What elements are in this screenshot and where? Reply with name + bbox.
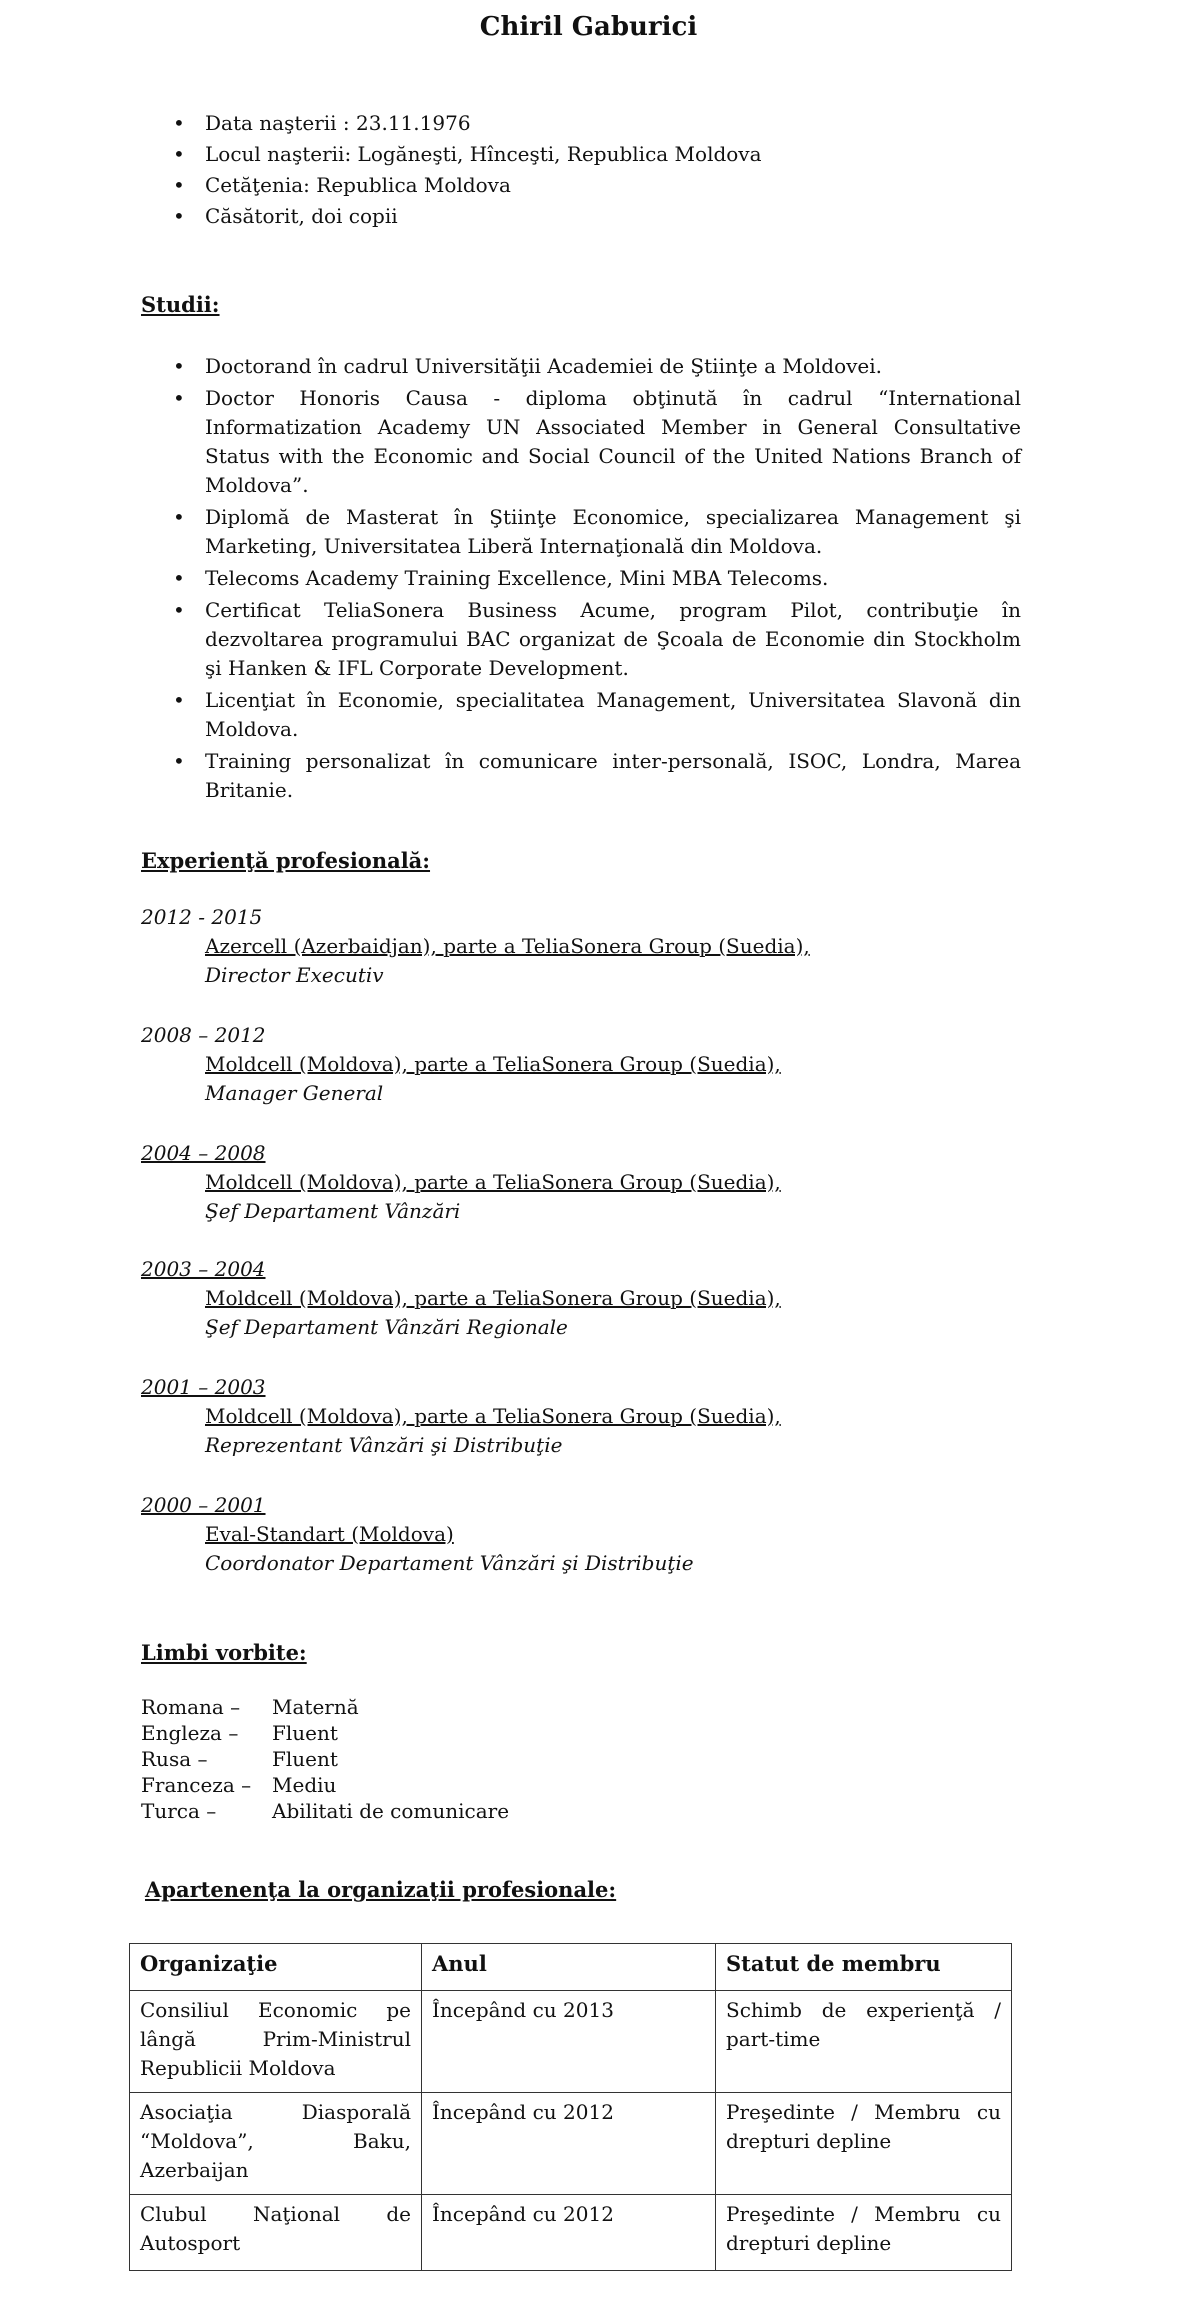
study-item: • Doctor Honoris Causa - diploma obţinută în cadrul “International Informatization Academy UN Associated Member in General Consultative Status with the Economic and Social Council of the United Nations Branch of Moldova”. — [141, 384, 1021, 500]
language-name: Romana – — [141, 1695, 241, 1719]
languages-heading: Limbi vorbite: — [141, 1640, 307, 1665]
experience-years: 2008 – 2012 — [141, 1023, 266, 1047]
table-row — [130, 2093, 1012, 2195]
status-cell: Preşedinte / Membru cu drepturi depline — [716, 2093, 1012, 2195]
experience-entry — [141, 903, 1041, 990]
experience-years: 2012 - 2015 — [141, 905, 263, 929]
experience-company: Azercell (Azerbaidjan), parte a TeliaSonera Group (Suedia), — [205, 934, 810, 958]
study-item: • Doctorand în cadrul Universităţii Academiei de Ştiinţe a Moldovei. — [141, 352, 1021, 381]
study-item: • Telecoms Academy Training Excellence, Mini MBA Telecoms. — [141, 564, 1021, 593]
experience-heading: Experienţă profesională: — [141, 848, 431, 873]
languages-list — [141, 1694, 509, 1824]
personal-info-item: • Cetăţenia: Republica Moldova — [141, 170, 1021, 201]
study-item: • Certificat TeliaSonera Business Acume, program Pilot, contribuţie în dezvoltarea programului BAC organizat de Şcoala de Economie din Stockholm şi Hanken & IFL Corporate Development. — [141, 596, 1021, 683]
cv-title: Chiril Gaburici — [479, 12, 698, 42]
year-cell: Începând cu 2013 — [422, 1991, 716, 2093]
experience-years: 2001 – 2003 — [141, 1375, 266, 1399]
organization-cell: Clubul Naţional de Autosport — [130, 2195, 422, 2271]
table-header-row — [130, 1944, 1012, 1991]
study-item: • Licenţiat în Economie, specialitatea Management, Universitatea Slavonă din Moldova. — [141, 686, 1021, 744]
experience-company: Eval-Standart (Moldova) — [205, 1522, 454, 1546]
table-row — [130, 2195, 1012, 2271]
experience-company: Moldcell (Moldova), parte a TeliaSonera Group (Suedia), — [205, 1170, 781, 1194]
study-item: • Training personalizat în comunicare inter-personală, ISOC, Londra, Marea Britanie. — [141, 747, 1021, 805]
experience-role: Reprezentant Vânzări şi Distribuţie — [205, 1433, 563, 1457]
language-row — [141, 1720, 509, 1746]
language-name: Franceza – — [141, 1773, 252, 1797]
study-item: • Diplomă de Masterat în Ştiinţe Economice, specializarea Management şi Marketing, Universitatea Liberă Internaţională din Moldova. — [141, 503, 1021, 561]
language-row — [141, 1694, 509, 1720]
experience-entry — [141, 1255, 1041, 1342]
language-row — [141, 1772, 509, 1798]
column-header-organization: Organizaţie — [130, 1944, 422, 1991]
experience-role: Director Executiv — [205, 963, 384, 987]
experience-role: Şef Departament Vânzări Regionale — [205, 1315, 568, 1339]
experience-role: Coordonator Departament Vânzări şi Distribuţie — [205, 1551, 694, 1575]
personal-info-item: • Data naşterii : 23.11.1976 — [141, 108, 1021, 139]
year-cell: Începând cu 2012 — [422, 2195, 716, 2271]
language-name: Engleza – — [141, 1721, 239, 1745]
experience-company: Moldcell (Moldova), parte a TeliaSonera Group (Suedia), — [205, 1052, 781, 1076]
year-cell: Începând cu 2012 — [422, 2093, 716, 2195]
column-header-year: Anul — [422, 1944, 716, 1991]
language-name: Turca – — [141, 1799, 217, 1823]
language-level: Maternă — [272, 1695, 359, 1719]
experience-role: Şef Departament Vânzări — [205, 1199, 461, 1223]
organization-cell: Consiliul Economic pe lângă Prim-Ministrul Republicii Moldova — [130, 1991, 422, 2093]
experience-company: Moldcell (Moldova), parte a TeliaSonera Group (Suedia), — [205, 1286, 781, 1310]
studies-list — [141, 352, 1021, 808]
language-level: Fluent — [272, 1721, 338, 1745]
table-row — [130, 1991, 1012, 2093]
personal-info-list — [141, 108, 1021, 232]
studies-heading: Studii: — [141, 292, 220, 317]
organization-cell: Asociaţia Diasporală “Moldova”, Baku, Azerbaijan — [130, 2093, 422, 2195]
personal-info-item: • Locul naşterii: Logăneşti, Hînceşti, Republica Moldova — [141, 139, 1021, 170]
experience-company: Moldcell (Moldova), parte a TeliaSonera Group (Suedia), — [205, 1404, 781, 1428]
experience-entry — [141, 1139, 1041, 1226]
experience-role: Manager General — [205, 1081, 384, 1105]
experience-years: 2003 – 2004 — [141, 1257, 266, 1281]
language-level: Abilitati de comunicare — [272, 1799, 510, 1823]
language-row — [141, 1746, 509, 1772]
language-level: Fluent — [272, 1747, 338, 1771]
experience-entry — [141, 1373, 1041, 1460]
organizations-table — [129, 1943, 1012, 2271]
language-row — [141, 1798, 509, 1824]
language-level: Mediu — [272, 1773, 337, 1797]
experience-entry — [141, 1491, 1041, 1578]
language-name: Rusa – — [141, 1747, 208, 1771]
status-cell: Schimb de experienţă / part-time — [716, 1991, 1012, 2093]
column-header-status: Statut de membru — [716, 1944, 1012, 1991]
status-cell: Preşedinte / Membru cu drepturi depline — [716, 2195, 1012, 2271]
experience-entry — [141, 1021, 1041, 1108]
experience-years: 2004 – 2008 — [141, 1141, 266, 1165]
organizations-heading: Apartenenţa la organizaţii profesionale: — [145, 1877, 617, 1902]
experience-years: 2000 – 2001 — [141, 1493, 266, 1517]
personal-info-item: • Căsătorit, doi copii — [141, 201, 1021, 232]
